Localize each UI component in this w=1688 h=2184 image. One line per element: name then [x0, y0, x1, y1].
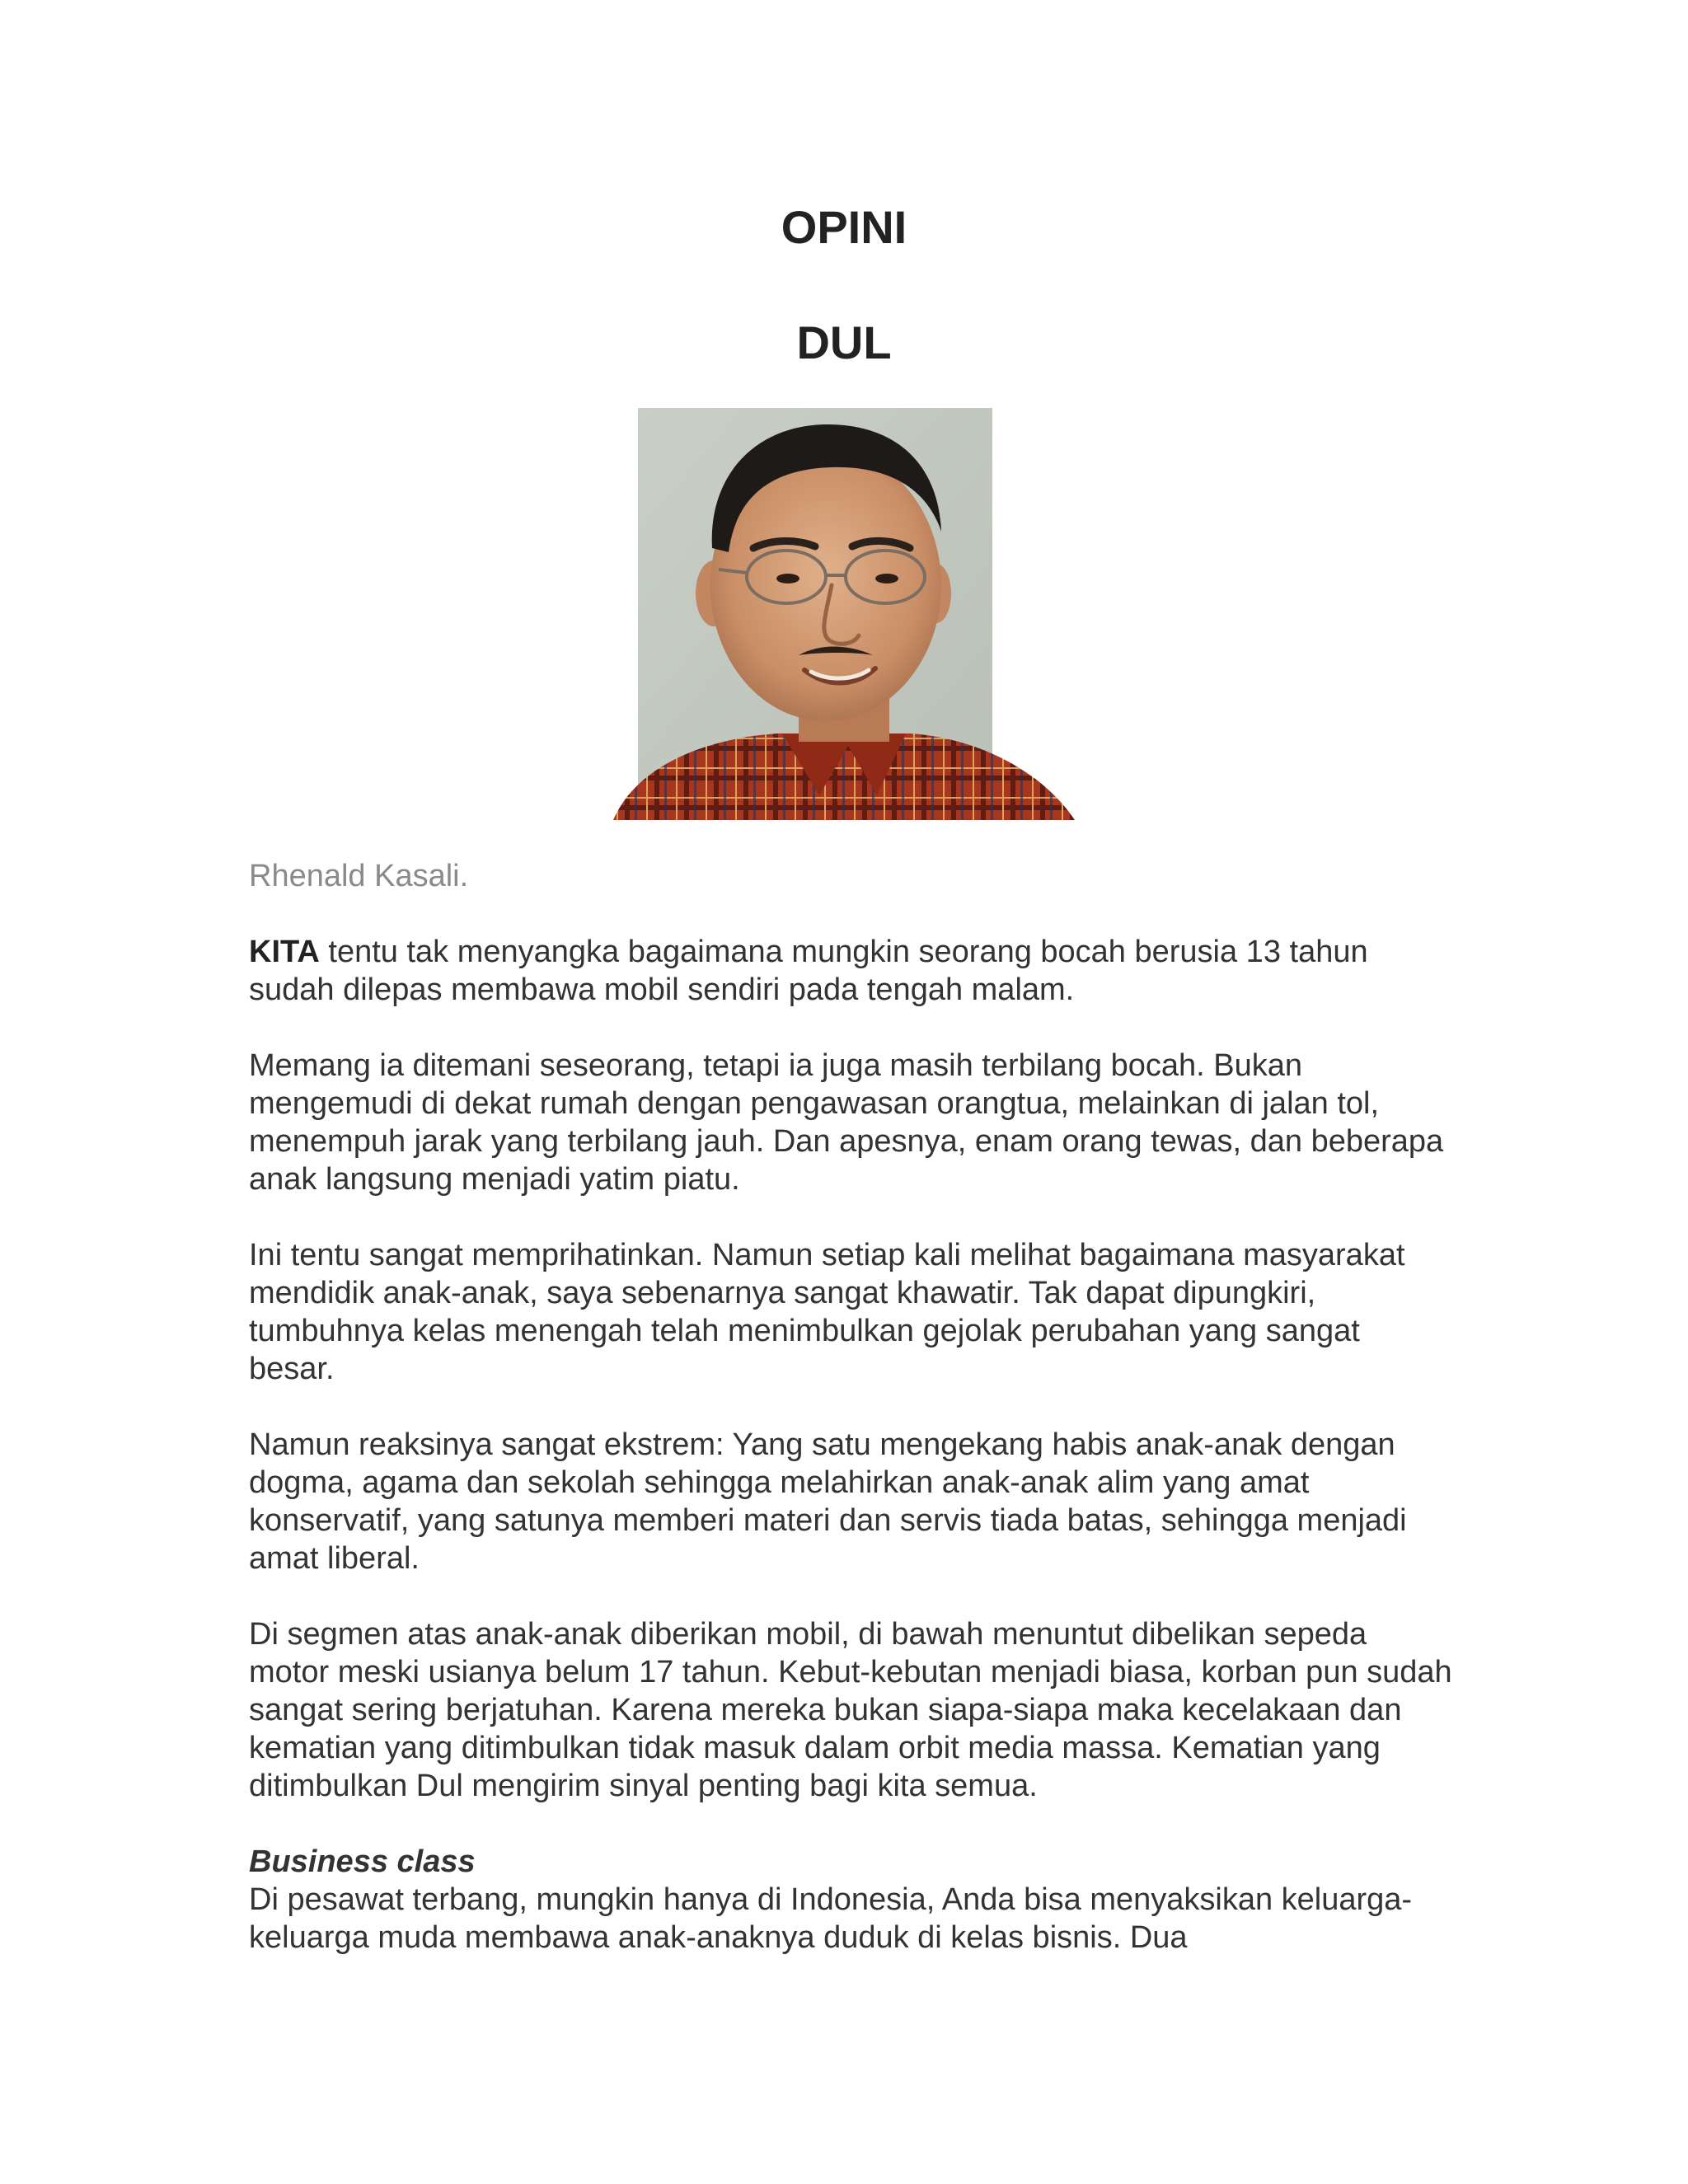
section-label: OPINI	[781, 201, 907, 253]
paragraph-1-text: tentu tak menyangka bagaimana mungkin seorang bocah berusia 13 tahun sudah dilepas membawa mobil sendiri pada tengah malam.	[249, 935, 1368, 1007]
paragraph-4: Namun reaksinya sangat ekstrem: Yang satu mengekang habis anak-anak dengan dogma, agama dan sekolah sehingga melahirkan anak-anak alim yang amat konservatif, yang satunya memberi materi dan servis tiada batas, sehingga menjadi amat liberal.	[249, 1427, 1407, 1576]
paragraph-5: Di segmen atas anak-anak diberikan mobil, di bawah menuntut dibelikan sepeda motor meski usianya belum 17 tahun. Kebut-kebutan menjadi biasa, korban pun sudah sangat sering berjatuhan. Karena mereka bukan siapa-siapa maka kecelakaan dan kematian yang ditimbulkan tidak masuk dalam orbit media massa. Kematian yang ditimbulkan Dul mengirim sinyal penting bagi kita semua.	[249, 1617, 1452, 1803]
paragraph-6: Di pesawat terbang, mungkin hanya di Indonesia, Anda bisa menyaksikan keluarga-keluarga muda membawa anak-anaknya duduk di kelas bisnis. Dua	[249, 1882, 1413, 1955]
paragraph-1	[249, 933, 1452, 1009]
portrait-illustration	[613, 408, 1075, 820]
article-title: DUL	[796, 316, 892, 368]
lead-word: KITA	[249, 935, 320, 969]
author-portrait	[613, 408, 1075, 820]
paragraph-3: Ini tentu sangat memprihatinkan. Namun setiap kali melihat bagaimana masyarakat mendidik anak-anak, saya sebenarnya sangat khawatir. Tak dapat dipungkiri, tumbuhnya kelas menengah telah menimbulkan gejolak perubahan yang sangat besar.	[249, 1238, 1405, 1386]
article-body	[249, 857, 1452, 1957]
author-byline: Rhenald Kasali.	[249, 859, 469, 893]
section-subheading: Business class	[249, 1844, 476, 1879]
paragraph-2: Memang ia ditemani seseorang, tetapi ia juga masih terbilang bocah. Bukan mengemudi di dekat rumah dengan pengawasan orangtua, melainkan di jalan tol, menempuh jarak yang terbilang jauh. Dan apesnya, enam orang tewas, dan beberapa anak langsung menjadi yatim piatu.	[249, 1048, 1444, 1197]
